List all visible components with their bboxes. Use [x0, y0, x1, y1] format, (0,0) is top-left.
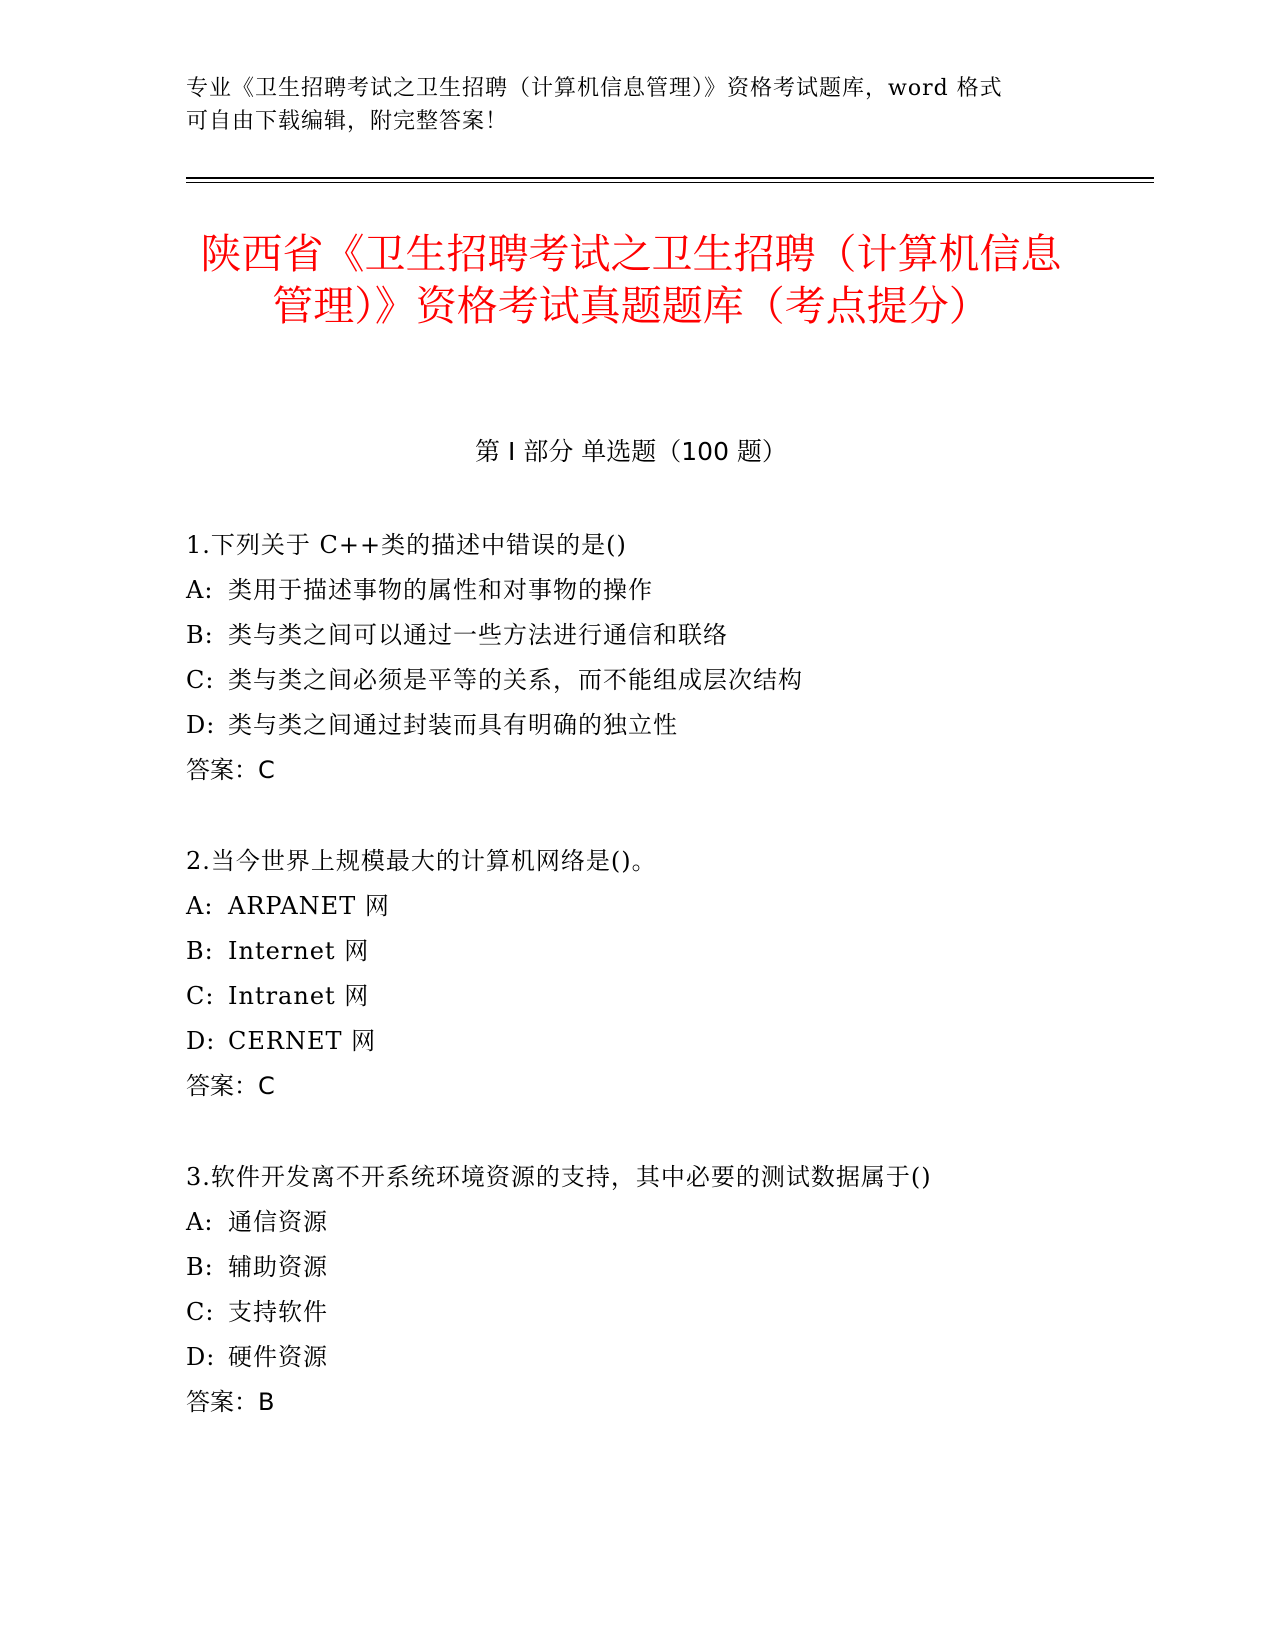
option-key: D:	[186, 1027, 216, 1055]
option-c	[186, 1290, 1086, 1335]
option-text: 硬件资源	[228, 1343, 328, 1371]
option-text: 类与类之间可以通过一些方法进行通信和联络	[228, 621, 728, 649]
option-text: CERNET 网	[228, 1027, 377, 1055]
option-d	[186, 1335, 1086, 1380]
option-key: B:	[186, 937, 214, 965]
option-key: B:	[186, 621, 214, 649]
option-text: 类与类之间通过封装而具有明确的独立性	[228, 711, 678, 739]
option-a	[186, 884, 1086, 929]
header-note	[186, 72, 1086, 138]
answer-line	[186, 1380, 1086, 1425]
question-2	[186, 839, 1086, 1109]
option-b	[186, 1245, 1086, 1290]
option-text: 支持软件	[228, 1298, 328, 1326]
option-key: C:	[186, 666, 215, 694]
document-title: 陕西省《卫生招聘考试之卫生招聘（计算机信息管理）》资格考试真题题库（考点提分）	[200, 230, 1062, 330]
header-divider-thick	[186, 177, 1154, 179]
option-text: Intranet 网	[228, 982, 370, 1010]
question-3	[186, 1155, 1086, 1425]
question-stem: 2.当今世界上规模最大的计算机网络是()。	[186, 847, 657, 875]
option-key: D:	[186, 711, 216, 739]
option-key: C:	[186, 982, 215, 1010]
option-key: A:	[186, 1208, 214, 1236]
option-text: 类用于描述事物的属性和对事物的操作	[228, 576, 653, 604]
section-heading: 第 I 部分 单选题（100 题）	[475, 437, 787, 466]
option-c	[186, 658, 1086, 703]
question-stem: 1.下列关于 C++类的描述中错误的是()	[186, 531, 627, 559]
option-key: A:	[186, 892, 214, 920]
option-key: A:	[186, 576, 214, 604]
option-key: B:	[186, 1253, 214, 1281]
question-1	[186, 523, 1086, 793]
question-list	[186, 523, 1086, 1471]
option-b	[186, 929, 1086, 974]
answer-label: 答案：	[186, 1388, 258, 1416]
header-divider-thin	[186, 182, 1154, 183]
answer-label: 答案：	[186, 1072, 258, 1100]
option-text: 通信资源	[228, 1208, 328, 1236]
option-text: Internet 网	[228, 937, 370, 965]
question-stem: 3.软件开发离不开系统环境资源的支持，其中必要的测试数据属于()	[186, 1163, 932, 1191]
option-d	[186, 703, 1086, 748]
answer-value: C	[258, 756, 275, 784]
answer-line	[186, 1064, 1086, 1109]
header-note-line-1: 专业《卫生招聘考试之卫生招聘（计算机信息管理）》资格考试题库，word 格式	[186, 76, 1003, 101]
option-key: C:	[186, 1298, 215, 1326]
option-text: ARPANET 网	[228, 892, 390, 920]
header-note-line-2: 可自由下载编辑，附完整答案！	[186, 109, 509, 134]
answer-value: B	[258, 1388, 275, 1416]
option-text: 类与类之间必须是平等的关系，而不能组成层次结构	[228, 666, 803, 694]
option-c	[186, 974, 1086, 1019]
option-d	[186, 1019, 1086, 1064]
option-text: 辅助资源	[228, 1253, 328, 1281]
answer-value: C	[258, 1072, 275, 1100]
option-a	[186, 568, 1086, 613]
option-b	[186, 613, 1086, 658]
answer-label: 答案：	[186, 756, 258, 784]
option-key: D:	[186, 1343, 216, 1371]
answer-line	[186, 748, 1086, 793]
option-a	[186, 1200, 1086, 1245]
